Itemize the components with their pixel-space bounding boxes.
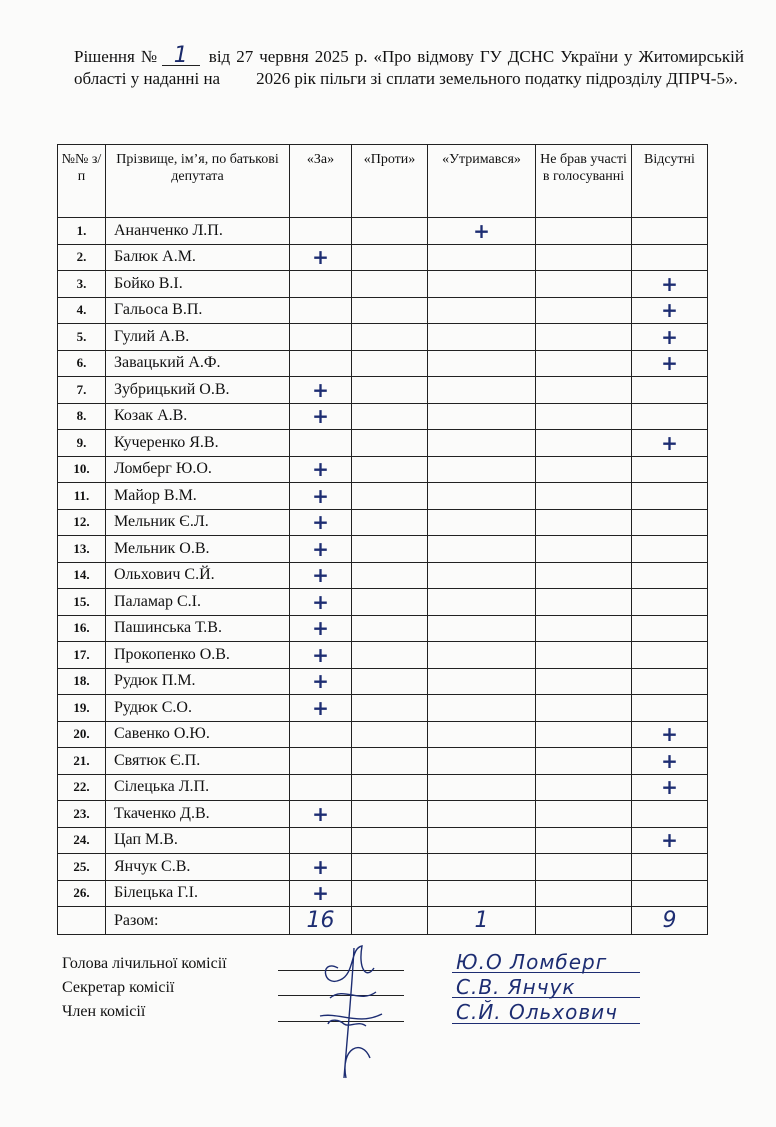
vote-not-voted	[536, 642, 632, 669]
vote-against	[352, 801, 428, 828]
deputy-name: Паламар С.І.	[106, 589, 290, 616]
vote-absent: +	[632, 748, 708, 775]
row-number: 20.	[58, 721, 106, 748]
row-number: 23.	[58, 801, 106, 828]
vote-for: +	[290, 403, 352, 430]
vote-absent	[632, 562, 708, 589]
vote-abstained	[428, 324, 536, 351]
vote-against	[352, 509, 428, 536]
table-row	[58, 668, 708, 695]
deputy-name: Кучеренко Я.В.	[106, 430, 290, 457]
table-row	[58, 377, 708, 404]
table-row	[58, 562, 708, 589]
commission-block	[62, 952, 227, 1024]
deputy-name: Янчук С.В.	[106, 854, 290, 881]
vote-for: +	[290, 642, 352, 669]
vote-for: +	[290, 615, 352, 642]
deputy-name: Білецька Г.І.	[106, 880, 290, 907]
header-name: Прізвище, ім’я, по батькові депутата	[106, 145, 290, 218]
vote-absent: +	[632, 827, 708, 854]
vote-absent	[632, 801, 708, 828]
vote-against	[352, 244, 428, 271]
deputy-name: Сілецька Л.П.	[106, 774, 290, 801]
vote-absent	[632, 456, 708, 483]
vote-for: +	[290, 456, 352, 483]
vote-for	[290, 297, 352, 324]
vote-against	[352, 615, 428, 642]
vote-not-voted	[536, 562, 632, 589]
vote-against	[352, 218, 428, 245]
table-row	[58, 827, 708, 854]
vote-absent: +	[632, 430, 708, 457]
member-label: Член комісії	[62, 1003, 146, 1020]
vote-for	[290, 218, 352, 245]
vote-for: +	[290, 483, 352, 510]
vote-not-voted	[536, 589, 632, 616]
table-row	[58, 854, 708, 881]
vote-absent	[632, 668, 708, 695]
vote-against	[352, 324, 428, 351]
row-number: 19.	[58, 695, 106, 722]
row-number: 4.	[58, 297, 106, 324]
deputy-name: Балюк А.М.	[106, 244, 290, 271]
row-number: 12.	[58, 509, 106, 536]
row-number: 8.	[58, 403, 106, 430]
decision-heading	[74, 43, 744, 90]
deputy-name: Ананченко Л.П.	[106, 218, 290, 245]
row-number: 25.	[58, 854, 106, 881]
vote-for: +	[290, 880, 352, 907]
total-not-voted	[536, 907, 632, 935]
deputy-name: Ольхович С.Й.	[106, 562, 290, 589]
vote-absent	[632, 509, 708, 536]
row-number: 22.	[58, 774, 106, 801]
vote-for	[290, 350, 352, 377]
vote-abstained	[428, 721, 536, 748]
totals-label: Разом:	[106, 907, 290, 935]
header-for: «За»	[290, 145, 352, 218]
vote-abstained	[428, 350, 536, 377]
deputy-name: Гулий А.В.	[106, 324, 290, 351]
vote-for: +	[290, 668, 352, 695]
secretary-name: С.В. Янчук	[456, 975, 576, 999]
deputy-name: Козак А.В.	[106, 403, 290, 430]
vote-for	[290, 748, 352, 775]
vote-not-voted	[536, 324, 632, 351]
vote-against	[352, 642, 428, 669]
vote-not-voted	[536, 244, 632, 271]
row-number: 18.	[58, 668, 106, 695]
vote-against	[352, 748, 428, 775]
vote-against	[352, 271, 428, 298]
secretary-name-line	[452, 997, 640, 998]
vote-not-voted	[536, 271, 632, 298]
chair-name: Ю.О Ломберг	[456, 950, 608, 974]
header-not-voted: Не брав участі в голосуванні	[536, 145, 632, 218]
vote-absent: +	[632, 721, 708, 748]
deputy-name: Прокопенко О.В.	[106, 642, 290, 669]
deputy-name: Гальоса В.П.	[106, 297, 290, 324]
vote-for	[290, 271, 352, 298]
table-row	[58, 615, 708, 642]
row-number: 11.	[58, 483, 106, 510]
vote-against	[352, 483, 428, 510]
vote-not-voted	[536, 854, 632, 881]
vote-not-voted	[536, 615, 632, 642]
vote-not-voted	[536, 350, 632, 377]
table-row	[58, 774, 708, 801]
vote-against	[352, 774, 428, 801]
row-number: 2.	[58, 244, 106, 271]
header-abstained: «Утримався»	[428, 145, 536, 218]
vote-absent	[632, 854, 708, 881]
vote-absent	[632, 218, 708, 245]
deputy-name: Святюк Є.П.	[106, 748, 290, 775]
vote-against	[352, 827, 428, 854]
table-row	[58, 218, 708, 245]
vote-for: +	[290, 801, 352, 828]
table-row	[58, 244, 708, 271]
deputy-name: Рудюк С.О.	[106, 695, 290, 722]
vote-against	[352, 377, 428, 404]
vote-absent	[632, 536, 708, 563]
vote-absent	[632, 615, 708, 642]
vote-absent	[632, 880, 708, 907]
deputy-name: Савенко О.Ю.	[106, 721, 290, 748]
vote-not-voted	[536, 721, 632, 748]
table-row	[58, 456, 708, 483]
vote-not-voted	[536, 880, 632, 907]
vote-against	[352, 536, 428, 563]
vote-against	[352, 695, 428, 722]
vote-abstained	[428, 589, 536, 616]
vote-against	[352, 562, 428, 589]
vote-against	[352, 880, 428, 907]
table-header-row	[58, 145, 708, 218]
vote-absent	[632, 377, 708, 404]
vote-absent: +	[632, 350, 708, 377]
row-number: 1.	[58, 218, 106, 245]
vote-abstained	[428, 377, 536, 404]
vote-abstained	[428, 271, 536, 298]
vote-absent	[632, 244, 708, 271]
decision-text-2: 2026 рік пільги зі сплати земельного податку підрозділу ДПРЧ-5».	[256, 69, 738, 88]
vote-for: +	[290, 695, 352, 722]
vote-absent	[632, 483, 708, 510]
vote-abstained	[428, 774, 536, 801]
table-row	[58, 642, 708, 669]
vote-abstained	[428, 880, 536, 907]
table-row	[58, 509, 708, 536]
vote-abstained	[428, 642, 536, 669]
vote-for	[290, 721, 352, 748]
row-number: 7.	[58, 377, 106, 404]
vote-not-voted	[536, 536, 632, 563]
header-against: «Проти»	[352, 145, 428, 218]
table-row	[58, 324, 708, 351]
vote-for	[290, 774, 352, 801]
chair-name-line	[452, 972, 640, 973]
row-number: 26.	[58, 880, 106, 907]
vote-against	[352, 668, 428, 695]
table-row	[58, 748, 708, 775]
total-absent: 9	[632, 907, 708, 935]
decision-prefix: Рішення №	[74, 47, 159, 66]
total-for: 16	[290, 907, 352, 935]
vote-not-voted	[536, 695, 632, 722]
vote-abstained	[428, 244, 536, 271]
row-number: 15.	[58, 589, 106, 616]
row-number: 13.	[58, 536, 106, 563]
vote-not-voted	[536, 827, 632, 854]
vote-not-voted	[536, 483, 632, 510]
vote-absent: +	[632, 324, 708, 351]
row-number: 24.	[58, 827, 106, 854]
table-row	[58, 536, 708, 563]
vote-against	[352, 854, 428, 881]
row-number: 5.	[58, 324, 106, 351]
table-row	[58, 721, 708, 748]
deputy-name: Завацький А.Ф.	[106, 350, 290, 377]
vote-not-voted	[536, 430, 632, 457]
signature-scribble	[300, 928, 410, 1088]
table-row	[58, 271, 708, 298]
vote-against	[352, 297, 428, 324]
vote-abstained	[428, 615, 536, 642]
vote-abstained	[428, 430, 536, 457]
deputy-name: Майор В.М.	[106, 483, 290, 510]
table-row	[58, 297, 708, 324]
deputy-name: Ткаченко Д.В.	[106, 801, 290, 828]
vote-absent: +	[632, 271, 708, 298]
vote-abstained	[428, 536, 536, 563]
member-name: С.Й. Ольхович	[456, 1000, 618, 1024]
row-number: 21.	[58, 748, 106, 775]
vote-not-voted	[536, 668, 632, 695]
decision-text: від 27 червня 2025 р. «Про відмову ГУ ДСНС України у Житомирській області у наданні на	[74, 47, 744, 88]
vote-not-voted	[536, 748, 632, 775]
decision-number: 1	[162, 47, 200, 66]
deputy-name: Ломберг Ю.О.	[106, 456, 290, 483]
deputy-name: Цап М.В.	[106, 827, 290, 854]
member-name-line	[452, 1023, 640, 1024]
table-row	[58, 430, 708, 457]
row-number: 6.	[58, 350, 106, 377]
vote-for	[290, 324, 352, 351]
vote-absent: +	[632, 297, 708, 324]
deputy-name: Бойко В.І.	[106, 271, 290, 298]
vote-for: +	[290, 244, 352, 271]
table-row	[58, 695, 708, 722]
vote-for: +	[290, 589, 352, 616]
deputy-name: Мельник Є.Л.	[106, 509, 290, 536]
table-row	[58, 483, 708, 510]
vote-not-voted	[536, 774, 632, 801]
vote-against	[352, 430, 428, 457]
vote-absent	[632, 403, 708, 430]
table-row	[58, 403, 708, 430]
row-number: 3.	[58, 271, 106, 298]
deputy-name: Пашинська Т.В.	[106, 615, 290, 642]
row-number: 14.	[58, 562, 106, 589]
row-number: 17.	[58, 642, 106, 669]
vote-not-voted	[536, 456, 632, 483]
secretary-label: Секретар комісії	[62, 979, 175, 996]
vote-abstained	[428, 456, 536, 483]
deputy-name: Зубрицький О.В.	[106, 377, 290, 404]
vote-abstained	[428, 668, 536, 695]
total-abstained: 1	[428, 907, 536, 935]
table-row	[58, 350, 708, 377]
vote-not-voted	[536, 377, 632, 404]
table-row	[58, 589, 708, 616]
vote-abstained	[428, 297, 536, 324]
chair-label: Голова лічильної комісії	[62, 955, 227, 972]
vote-abstained	[428, 403, 536, 430]
vote-for: +	[290, 536, 352, 563]
vote-for: +	[290, 377, 352, 404]
table-row	[58, 801, 708, 828]
vote-abstained	[428, 483, 536, 510]
vote-not-voted	[536, 218, 632, 245]
vote-for	[290, 827, 352, 854]
row-number: 9.	[58, 430, 106, 457]
header-absent: Відсутні	[632, 145, 708, 218]
vote-against	[352, 456, 428, 483]
vote-absent	[632, 695, 708, 722]
vote-absent	[632, 589, 708, 616]
vote-abstained	[428, 509, 536, 536]
vote-abstained	[428, 562, 536, 589]
vote-absent	[632, 642, 708, 669]
vote-against	[352, 403, 428, 430]
totals-empty-cell	[58, 907, 106, 935]
row-number: 16.	[58, 615, 106, 642]
vote-not-voted	[536, 403, 632, 430]
vote-not-voted	[536, 801, 632, 828]
row-number: 10.	[58, 456, 106, 483]
vote-abstained	[428, 854, 536, 881]
vote-against	[352, 589, 428, 616]
vote-for	[290, 430, 352, 457]
vote-abstained	[428, 748, 536, 775]
vote-against	[352, 350, 428, 377]
vote-abstained	[428, 801, 536, 828]
vote-abstained: +	[428, 218, 536, 245]
voting-table	[57, 144, 708, 935]
header-number: №№ з/п	[58, 145, 106, 218]
deputy-name: Рудюк П.М.	[106, 668, 290, 695]
vote-for: +	[290, 562, 352, 589]
vote-for: +	[290, 509, 352, 536]
vote-for: +	[290, 854, 352, 881]
vote-against	[352, 721, 428, 748]
vote-abstained	[428, 695, 536, 722]
vote-not-voted	[536, 297, 632, 324]
vote-absent: +	[632, 774, 708, 801]
vote-not-voted	[536, 509, 632, 536]
vote-abstained	[428, 827, 536, 854]
deputy-name: Мельник О.В.	[106, 536, 290, 563]
table-row	[58, 880, 708, 907]
